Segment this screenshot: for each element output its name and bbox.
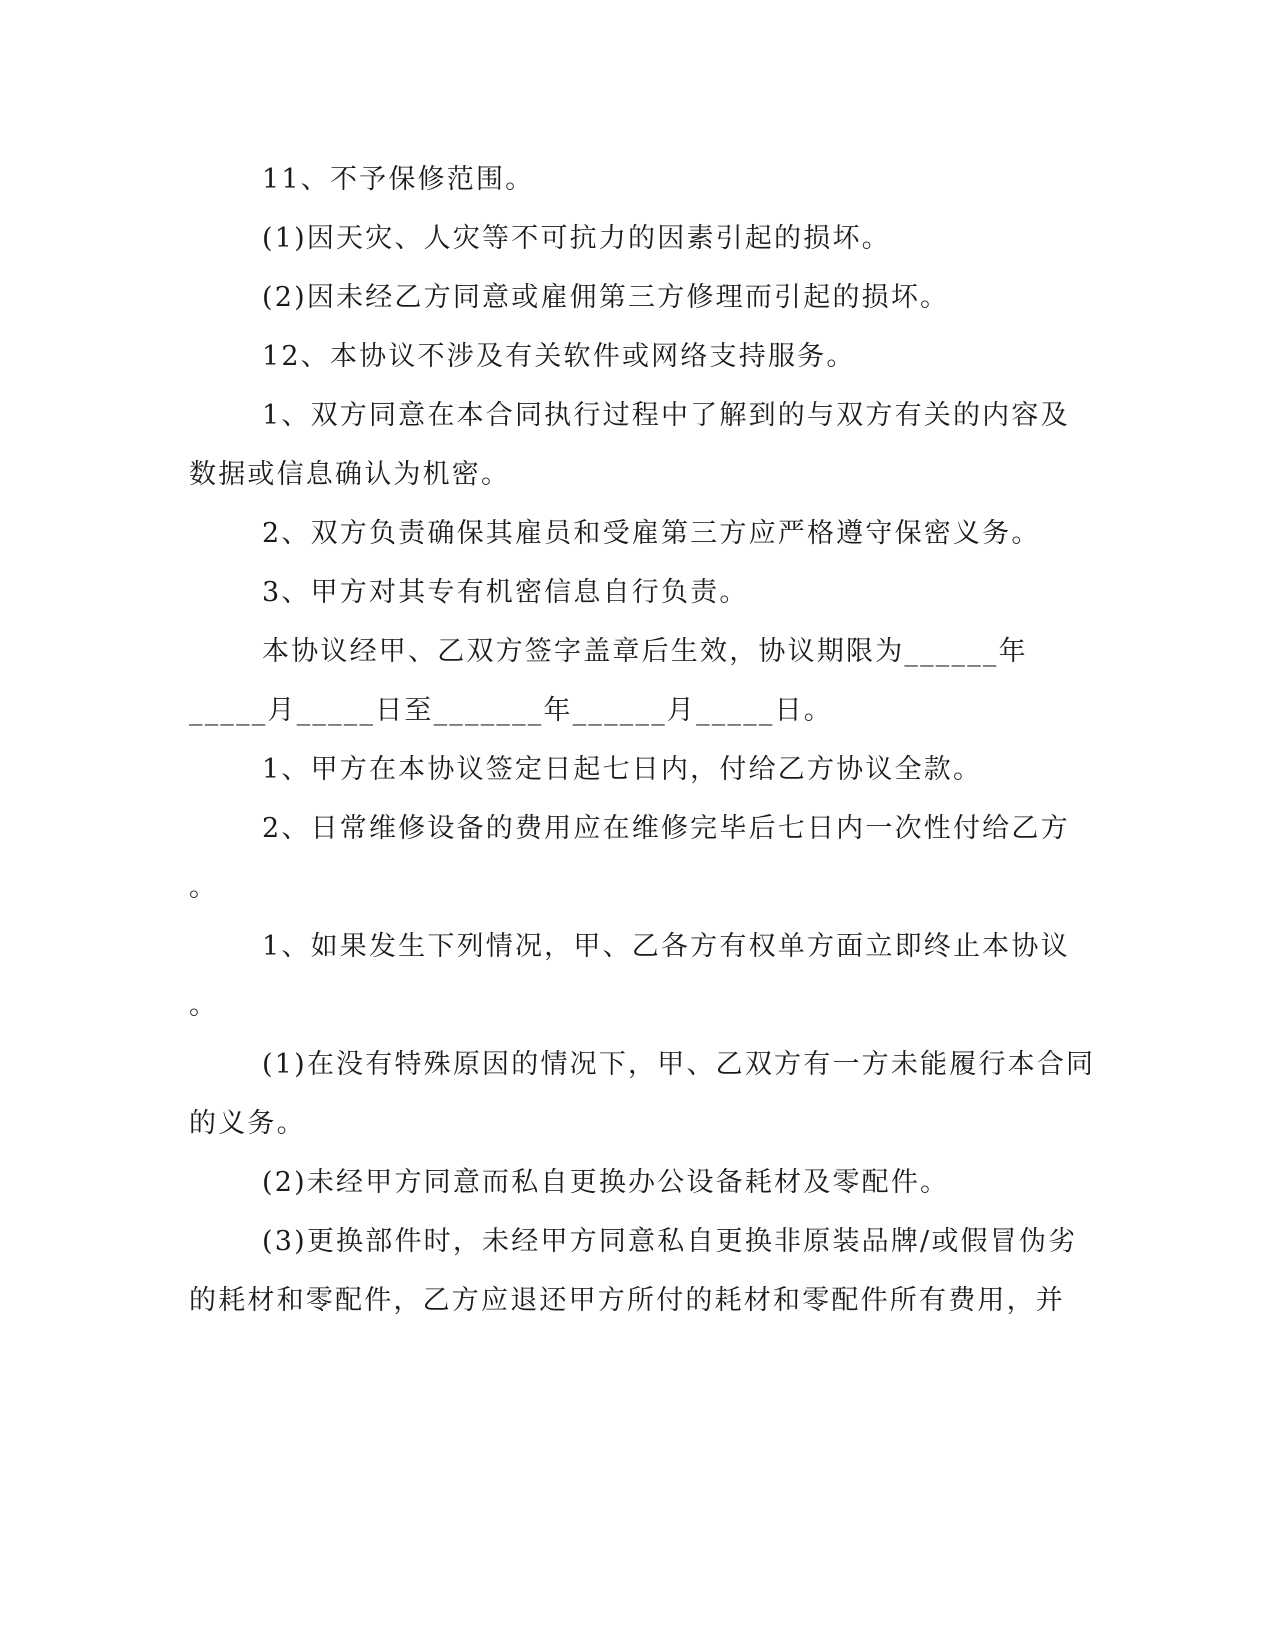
clause-11-item-1: (1)因天灾、人灾等不可抗力的因素引起的损坏。	[262, 223, 891, 254]
termination-item-1: 1、如果发生下列情况，甲、乙各方有权单方面立即终止本协议	[262, 931, 1070, 962]
clause-11-heading: 11、不予保修范围。	[262, 164, 535, 195]
termination-sub-3: (3)更换部件时，未经甲方同意私自更换非原装品牌/或假冒伪劣	[262, 1226, 1078, 1257]
clause-12: 12、本协议不涉及有关软件或网络支持服务。	[262, 341, 856, 372]
termination-sub-3-cont: 的耗材和零配件，乙方应退还甲方所付的耗材和零配件所有费用，并	[189, 1285, 1065, 1316]
term-clause: 本协议经甲、乙双方签字盖章后生效，协议期限为______年	[262, 636, 1028, 667]
termination-item-1-cont: 。	[189, 990, 219, 1021]
confidentiality-item-2: 2、双方负责确保其雇员和受雇第三方应严格遵守保密义务。	[262, 518, 1041, 549]
term-clause-dates: _____月_____日至_______年______月_____日。	[189, 695, 833, 726]
termination-sub-2: (2)未经甲方同意而私自更换办公设备耗材及零配件。	[262, 1167, 950, 1198]
confidentiality-item-3: 3、甲方对其专有机密信息自行负责。	[262, 577, 749, 608]
confidentiality-item-1-cont: 数据或信息确认为机密。	[189, 459, 511, 490]
clause-11-item-2: (2)因未经乙方同意或雇佣第三方修理而引起的损坏。	[262, 282, 950, 313]
termination-sub-1: (1)在没有特殊原因的情况下，甲、乙双方有一方未能履行本合同	[262, 1049, 1096, 1080]
payment-item-1: 1、甲方在本协议签定日起七日内，付给乙方协议全款。	[262, 754, 983, 785]
payment-item-2: 2、日常维修设备的费用应在维修完毕后七日内一次性付给乙方	[262, 813, 1070, 844]
confidentiality-item-1: 1、双方同意在本合同执行过程中了解到的与双方有关的内容及	[262, 400, 1070, 431]
termination-sub-1-cont: 的义务。	[189, 1108, 306, 1139]
payment-item-2-cont: 。	[189, 872, 219, 903]
